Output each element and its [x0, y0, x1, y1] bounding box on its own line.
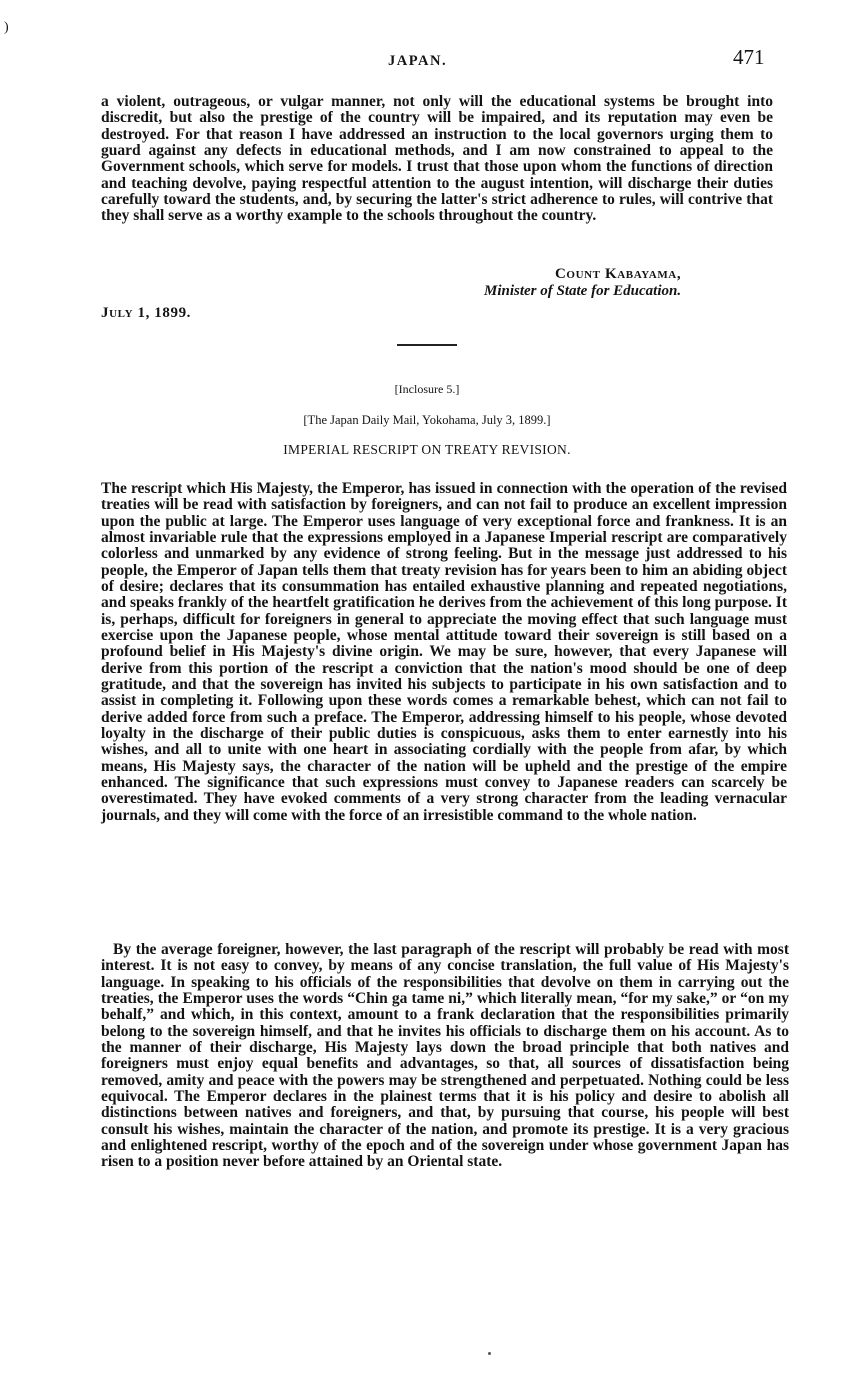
source-citation: [The Japan Daily Mail, Yokohama, July 3, 1899.] [303, 413, 551, 427]
letter-body: a violent, outrageous, or vulgar manner, not only will the educational systems be brought into discredit, but also the prestige of the country will be impaired, and its reputation may even be destroyed. For that reason I have addressed an instruction to the local governors urging them to guard against any defects in educational methods, and I am now constrained to appeal to the Government schools, which serve for models. I trust that those upon whom the functions of direction and teaching devolve, paying respectful attention to the august intention, will discharge their duties carefully toward the students, and, by securing the latter's strict adherence to rules, will contrive that they shall serve as a worthy example to the schools throughout the country. [101, 93, 773, 225]
article-paragraph-1: The rescript which His Majesty, the Emperor, has issued in connection with the operation of the revised treaties will be read with satisfaction by foreigners, and can not fail to produce an excellent impression upon the public at large. The Emperor uses language of very exceptional force and frankness. It is an almost invariable rule that the expressions employed in a Japanese Imperial rescript are comparatively colorless and unmarked by any evidence of strong feeling. But in the message just addressed to his people, the Emperor of Japan tells them that treaty revision has for years been to him an abiding object of desire; declares that its consummation has entailed exhaustive planning and repeated negotiations, and speaks frankly of the heartfelt gratification he derives from the achievement of this long purpose. It is, perhaps, difficult for foreigners in general to appreciate the moving effect that such language must exercise upon the Japanese people, whose mental attitude toward their sovereign is still based on a profound belief in His Majesty's divine origin. We may be sure, however, that every Japanese will derive from this portion of the rescript a conviction that the nation's mood should be one of deep gratitude, and that the sovereign has invited his subjects to participate in his own satisfaction and to assist in completing it. Following upon these words comes a remarkable behest, which can not fail to derive added force from such a preface. The Emperor, addressing himself to his people, whose devoted loyalty in the discharge of their public duties is conspicuous, asks them to enter earnestly into his wishes, and all to unite with one heart in associating cordially with the people from afar, by which means, His Majesty says, the character of the nation will be upheld and the prestige of the empire enhanced. The significance that such expressions must convey to Japanese readers can scarcely be overestimated. They have evoked comments of a very strong character from the leading vernacular journals, and they will come with the force of an irresistible command to the whole nation. [101, 480, 787, 824]
scan-speck [488, 1352, 491, 1355]
signature-title: Minister of State for Education. [484, 283, 682, 299]
article-paragraph-2: By the average foreigner, however, the last paragraph of the rescript will probably be read with most interest. It is not easy to convey, by means of any concise translation, the full value of His Majesty's language. In speaking to his officials of the responsibilities that devolve on them in carrying out the treaties, the Emperor uses the words “Chin ga tame ni,” which literally mean, “for my sake,” or “on my behalf,” and which, in this context, amount to a frank declaration that the responsibilities primarily belong to the sovereign himself, and that he invites his officials to discharge them on his account. As to the manner of their discharge, His Majesty lays down the broad principle that both natives and foreigners must enjoy equal benefits and advantages, so that, all sources of dissatisfaction being removed, amity and peace with the powers may be strengthened and perpetuated. Nothing could be less equivocal. The Emperor declares in the plainest terms that it is his policy and desire to abolish all distinctions between natives and foreigners, and that, by pursuing that course, his people will best consult his wishes, maintain the character of the nation, and promote its prestige. It is a very gracious and enlightened rescript, worthy of the epoch and of the sovereign under whose government Japan has risen to a position never before attained by an Oriental state. [101, 941, 789, 1171]
letter-date: July 1, 1899. [101, 305, 192, 321]
article-heading: IMPERIAL RESCRIPT ON TREATY REVISION. [283, 442, 571, 457]
page-number: 471 [733, 45, 765, 69]
section-divider [397, 344, 457, 346]
margin-mark: ) [4, 20, 9, 35]
enclosure-label: [Inclosure 5.] [394, 382, 460, 396]
running-head: JAPAN. [388, 53, 448, 69]
signature-name: Count Kabayama, [555, 266, 682, 282]
